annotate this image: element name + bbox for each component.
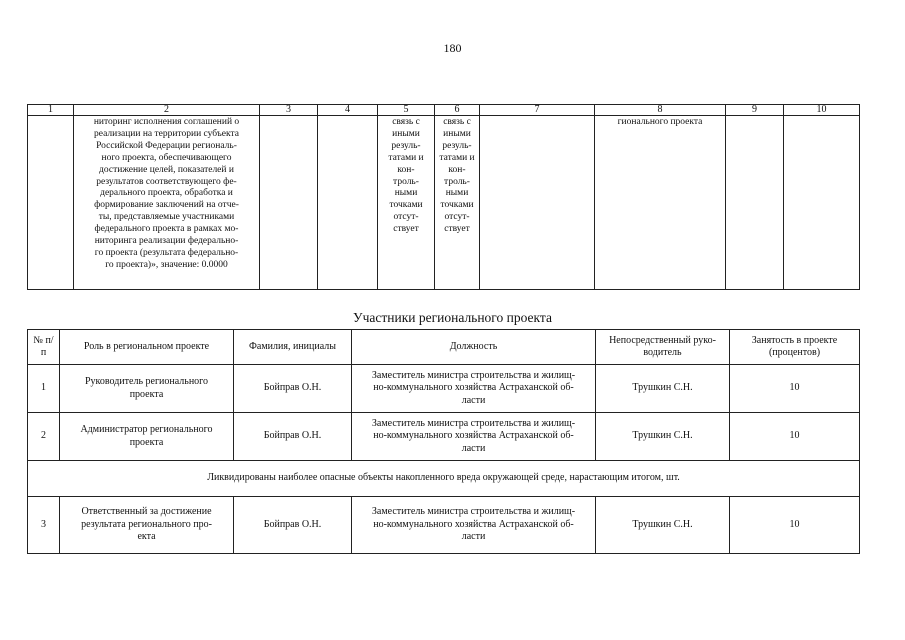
text-line: но-коммунального хозяйства Астраханской об- [373, 518, 574, 530]
text-line: ствует [444, 224, 470, 235]
cell-name: Бойправ О.Н. [234, 413, 352, 461]
text-line: екта [137, 531, 156, 543]
text-line: ниторинга реализации федерально- [94, 236, 239, 247]
text-line: результата регионального про- [81, 518, 212, 530]
text-line: формирование заключений на отче- [94, 200, 239, 211]
participants-header-row [28, 330, 860, 365]
text-line: федерального проекта в рамках мо- [94, 224, 239, 235]
text-line: связь с [443, 117, 471, 127]
table-row [28, 413, 860, 461]
text-line: Российской Федерации региональ- [96, 140, 237, 151]
column-number: 7 [480, 105, 595, 116]
table-row [28, 497, 860, 554]
text-line: троль- [444, 176, 470, 187]
section-title: Участники регионального проекта [353, 310, 552, 325]
text-line: Ответственный за достижение [81, 506, 212, 518]
cell-position [352, 413, 596, 461]
text-line: гионального проекта [617, 117, 703, 127]
cell-empty [260, 116, 318, 290]
page-number: 180 [443, 41, 462, 55]
text-line: иными [392, 128, 420, 139]
cell-num: 1 [28, 365, 60, 413]
text-line: ствует [393, 224, 419, 235]
text-line: Заместитель министра строительства и жилищ- [371, 506, 576, 518]
header-role: Роль в региональном проекте [60, 330, 234, 365]
text-line: отсут- [393, 212, 419, 223]
column-number: 1 [28, 105, 74, 116]
column-number: 10 [784, 105, 860, 116]
cell-supervisor: Трушкин С.Н. [596, 413, 730, 461]
text-line: достижение целей, показателей и [99, 164, 234, 175]
cell-supervisor: Трушкин С.Н. [596, 497, 730, 554]
result-section-label: Ликвидированы наиболее опасные объекты накопленного вреда окружающей среде, нарастающим итогом, шт. [28, 461, 860, 497]
header-load [730, 330, 860, 365]
text-line: связь с [392, 117, 420, 127]
text-line: Занятость в проекте [751, 334, 838, 346]
text-line: реализации на территории субъекта [94, 128, 239, 139]
text-line: отсут- [444, 212, 470, 223]
header-position: Должность [352, 330, 596, 365]
participants-table [27, 329, 860, 554]
cell-num: 2 [28, 413, 60, 461]
text-line: Заместитель министра строительства и жилищ- [371, 369, 576, 381]
column-number: 6 [435, 105, 480, 116]
text-line: резуль- [442, 140, 472, 151]
column-number: 3 [260, 105, 318, 116]
column-number-row [28, 105, 860, 116]
text-line: ласти [461, 394, 486, 406]
task-description-cell [74, 116, 260, 290]
column-number: 5 [378, 105, 435, 116]
text-line: татами и [439, 152, 475, 163]
continuation-table [27, 104, 860, 290]
header-name: Фамилия, инициалы [234, 330, 352, 365]
text-line: результатов соответствующего фе- [96, 176, 237, 187]
header-num: № п/п [28, 330, 60, 365]
cell-position [352, 365, 596, 413]
cell-empty [28, 116, 74, 290]
continuation-row [28, 116, 860, 290]
text-line: проекта [129, 436, 164, 448]
column-number: 2 [74, 105, 260, 116]
text-line: иными [443, 128, 471, 139]
links-cell-col6 [435, 116, 480, 290]
text-line: татами и [388, 152, 424, 163]
cell-empty [480, 116, 595, 290]
cell-position [352, 497, 596, 554]
cell-role [60, 497, 234, 554]
text-line: Непосредственный руко- [609, 334, 716, 346]
text-line: проекта [129, 388, 164, 400]
cell-load: 10 [730, 365, 860, 413]
text-line: точками [440, 200, 474, 211]
text-line: Заместитель министра строительства и жилищ- [371, 417, 576, 429]
cell-role [60, 365, 234, 413]
cell-role [60, 413, 234, 461]
text-line: ными [445, 188, 469, 199]
text-line: ласти [461, 531, 486, 543]
text-line: ного проекта, обеспечивающего [101, 152, 232, 163]
result-section-row [28, 461, 860, 497]
column-number: 4 [318, 105, 378, 116]
text-line: резуль- [391, 140, 421, 151]
cell-num: 3 [28, 497, 60, 554]
text-line: Руководитель регионального [84, 376, 209, 387]
table-row [28, 365, 860, 413]
header-supervisor [596, 330, 730, 365]
text-line: но-коммунального хозяйства Астраханской об- [373, 430, 574, 442]
responsible-cell [595, 116, 726, 290]
cell-empty [784, 116, 860, 290]
text-line: но-коммунального хозяйства Астраханской об- [373, 382, 574, 394]
text-line: Администратор регионального [80, 424, 213, 435]
text-line: ты, представляемые участниками [98, 212, 235, 223]
cell-load: 10 [730, 497, 860, 554]
text-line: кон- [397, 164, 415, 175]
text-line: дерального проекта, обработка и [100, 188, 233, 199]
text-line: ласти [461, 442, 486, 454]
cell-supervisor: Трушкин С.Н. [596, 365, 730, 413]
column-number: 9 [726, 105, 784, 116]
cell-load: 10 [730, 413, 860, 461]
cell-name: Бойправ О.Н. [234, 365, 352, 413]
text-line: (процентов) [768, 347, 821, 358]
text-line: го проекта (результата федерально- [94, 247, 239, 258]
text-line: водитель [643, 347, 682, 358]
text-line: точками [389, 200, 423, 211]
links-cell-col5 [378, 116, 435, 290]
text-line: кон- [448, 164, 466, 175]
text-line: троль- [393, 176, 419, 187]
cell-empty [318, 116, 378, 290]
cell-name: Бойправ О.Н. [234, 497, 352, 554]
text-line: ными [394, 188, 418, 199]
column-number: 8 [595, 105, 726, 116]
text-line: ниторинг исполнения соглашений о [93, 117, 240, 127]
cell-empty [726, 116, 784, 290]
text-line: го проекта)», значение: 0.0000 [105, 259, 228, 270]
